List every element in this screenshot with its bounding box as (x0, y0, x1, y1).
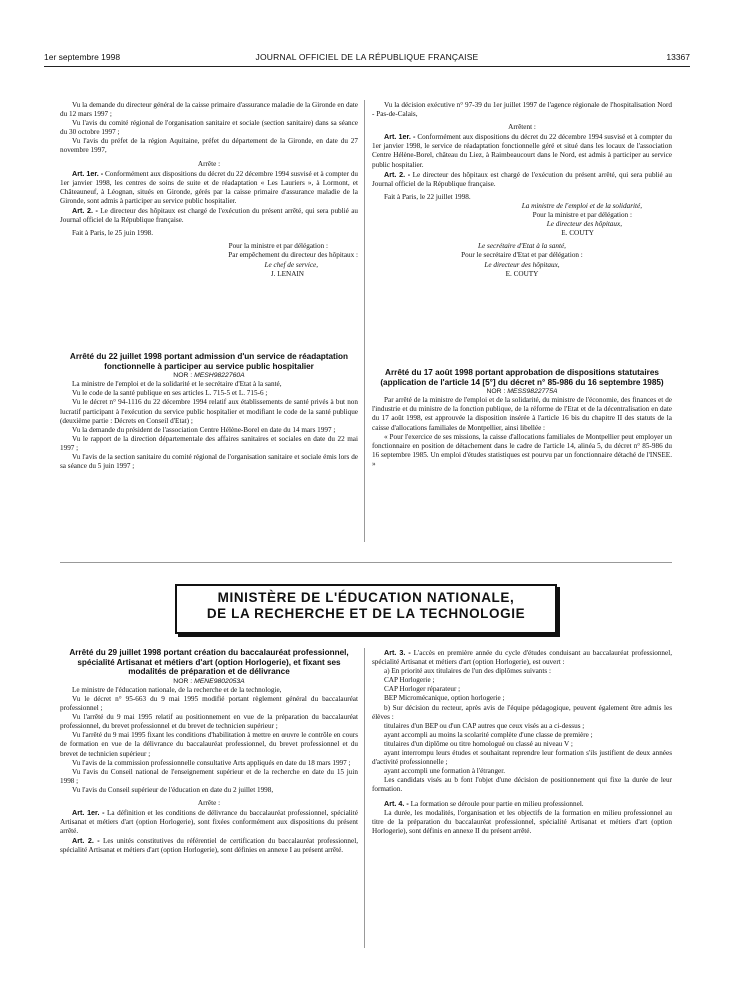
article-2: Art. 2. - Le directeur des hôpitaux est chargé de l'exécution du présent arrêté, qui sera publié au Journal officiel de la République française. (60, 206, 358, 225)
signature-line: Pour la ministre et par délégation : (532, 211, 632, 220)
paragraph: Par arrêté de la ministre de l'emploi et de la solidarité, du ministre de l'économie, des finances et de l'industrie et du ministre de la fonction publique, de la réforme de l'Etat et de la décentralisation en date du 17 août 1998, est approuvée la disposition insérée à l'article 16 bis du chapitre II des statuts de la caisse d'allocations familiales de Montpellier, ainsi libellée : (372, 396, 672, 432)
decree-title: Arrêté du 17 août 1998 portant approbation de dispositions statutaires (application de l'article 14 [5°] du décret n° 85-986 du 16 septembre 1985) (380, 368, 664, 387)
list-item: b) Sur décision du recteur, après avis de l'équipe pédagogique, peuvent également être admis les élèves : (372, 703, 672, 721)
signature-line: Pour la ministre et par délégation : (228, 242, 328, 251)
article-label: Art. 2. - (384, 169, 411, 179)
signature-name: E. COUTY (505, 269, 539, 278)
left-column-middle (60, 352, 358, 471)
paragraph: Vu le rapport de la direction départementale des affaires sanitaires et sociales en date du 22 mai 1997 ; (60, 434, 358, 452)
ministry-title-line2: DE LA RECHERCHE ET DE LA TECHNOLOGIE (206, 606, 526, 621)
paragraph: Vu la demande du directeur général de la caisse primaire d'assurance maladie de la Gironde en date du 12 mars 1997 ; (60, 101, 358, 119)
article-label: Art. 2. - (72, 206, 98, 216)
paragraph: « Pour l'exercice de ses missions, la caisse d'allocations familiales de Montpellier peut employer un fonctionnaire en position de détachement dans le cadre de l'article 14, alinéa 5, du décret n° 85-986 du 16 septembre 1985. Un emploi d'études statistiques est pourvu par un fonctionnaire détaché de l'INSEE. » (372, 432, 672, 468)
header-rule (44, 66, 690, 67)
header-journal-title: JOURNAL OFFICIEL DE LA RÉPUBLIQUE FRANÇAISE (255, 52, 479, 62)
ministry-banner (175, 584, 557, 634)
signature-date: Fait à Paris, le 25 juin 1998. (72, 229, 154, 238)
paragraph: Vu le code de la santé publique en ses articles L. 715-5 et L. 715-6 ; (72, 389, 268, 398)
article-label: Art. 1er. - (384, 132, 416, 142)
list-item: ayant accompli une formation à l'étranger. (384, 767, 506, 776)
arrete-heading: Arrête : (197, 799, 221, 807)
article-label: Art. 2. - (72, 836, 100, 846)
article-3: Art. 3. - L'accès en première année du cycle d'études conduisant au baccalauréat professionnel, spécialité Artisanat et métiers d'art (option Horlogerie), est ouvert : (372, 648, 672, 667)
paragraph: Vu l'avis du préfet de la région Aquitaine, préfet du département de la Gironde, en date du 27 novembre 1997, (60, 137, 358, 155)
left-column-top (60, 101, 358, 279)
article-1: Art. 1er. - La définition et les conditions de délivrance du baccalauréat professionnel, spécialité Artisanat et métiers d'art (option Horlogerie), sont fixées conformément aux dispositions du présent arrêté. (60, 808, 358, 836)
paragraph: Les candidats visés au b font l'objet d'une décision de positionnement qui fixe la durée de leur formation. (372, 776, 672, 794)
right-column-top (372, 101, 672, 279)
signature-line: Le secrétaire d'Etat à la santé, (478, 242, 566, 251)
signature-line: La ministre de l'emploi et de la solidarité, (521, 201, 642, 210)
signature-line: Pour le secrétaire d'Etat et par délégation : (461, 251, 583, 260)
paragraph: Vu l'avis de la commission professionnelle consultative Arts appliqués en date du 18 mars 1997 ; (72, 758, 351, 767)
nor-reference: NOR : MESH9822760A (173, 372, 245, 380)
decree-title: Arrêté du 22 juillet 1998 portant admission d'un service de réadaptation fonctionnelle à participer au service public hospitalier (69, 352, 349, 371)
column-divider-top (364, 100, 365, 542)
decree-title: Arrêté du 29 juillet 1998 portant création du baccalauréat professionnel, spécialité Artisanat et métiers d'art (option Horlogerie), et fixant ses modalités de préparation et de délivrance (69, 648, 349, 677)
list-item: titulaires d'un BEP ou d'un CAP autres que ceux visés au a ci-dessus ; (384, 721, 585, 730)
signature-line: Le chef de service, (264, 260, 318, 269)
article-label: Art. 3. - (384, 648, 411, 657)
column-divider-bottom (364, 648, 365, 948)
list-item: BEP Micromécanique, option horlogerie ; (384, 694, 505, 703)
paragraph: Vu la demande du président de l'association Centre Hélène-Borel en date du 14 mars 1997 ; (72, 425, 336, 434)
paragraph: Vu l'arrêté du 9 mai 1995 relatif au positionnement en vue de la préparation du baccalauréat professionnel, du brevet professionnel et du brevet de technicien supérieur ; (60, 713, 358, 731)
signature-line: Le directeur des hôpitaux, (546, 220, 622, 229)
list-item: CAP Horloger réparateur ; (384, 685, 461, 694)
nor-reference: NOR : MENE9802053A (173, 677, 245, 685)
article-label: Art. 1er. - (72, 168, 104, 178)
paragraph: Vu le décret n° 94-1116 du 22 décembre 1994 relatif aux établissements de santé privés à but non lucratif participant à l'exécution du service public hospitalier et modifiant le code de la santé publique (deuxième partie : Décrets en Conseil d'Etat) ; (60, 398, 358, 425)
section-divider (60, 562, 672, 563)
paragraph: Vu l'arrêté du 9 mai 1995 fixant les conditions d'habilitation à mettre en œuvre le contrôle en cours de formation en vue de la délivrance du baccalauréat professionnel, du brevet professionnel et du brevet de technicien supérieur ; (60, 731, 358, 758)
left-column-bottom (60, 648, 358, 856)
paragraph: Vu l'avis de la section sanitaire du comité régional de l'organisation sanitaire et sociale émis lors de sa séance du 5 juin 1997 ; (60, 453, 358, 471)
signature-date: Fait à Paris, le 22 juillet 1998. (384, 192, 471, 201)
signature-name: J. LENAIN (270, 269, 304, 278)
ministry-title-line1: MINISTÈRE DE L'ÉDUCATION NATIONALE, (217, 590, 515, 605)
paragraph: Le ministre de l'éducation nationale, de la recherche et de la technologie, (72, 685, 282, 694)
header-date: 1er septembre 1998 (44, 52, 121, 62)
list-item: ayant interrompu leurs études et souhaitant reprendre leur formation s'ils justifient de deux années d'activité professionnelle ; (372, 749, 672, 767)
right-column-middle (372, 368, 672, 469)
arrete-heading: Arrête : (197, 159, 221, 168)
article-1: Art. 1er. - Conformément aux dispositions du décret du 22 décembre 1994 susvisé et à compter du 1er janvier 1998, le service de réadaptation fonctionnelle géré et situé dans les locaux de l'association Centre Hélène-Borel, château du Liez, à Raimbeaucourt dans le Nord, est admis à participer au service public hospitalier. (372, 132, 673, 169)
article-2: Art. 2. - Le directeur des hôpitaux est chargé de l'exécution du présent arrêté, qui sera publié au Journal officiel de la République française. (372, 169, 672, 188)
list-item: a) En priorité aux titulaires de l'un des diplômes suivants : (384, 667, 551, 676)
paragraph: Vu l'avis du comité régional de l'organisation sanitaire et sociale (section sanitaire) dans sa séance du 30 octobre 1997 ; (60, 119, 358, 137)
signature-line: Par empêchement du directeur des hôpitaux : (228, 251, 358, 260)
right-column-bottom (372, 648, 672, 836)
article-1: Art. 1er. - Conformément aux dispositions du décret du 22 décembre 1994 susvisé et à compter du 1er janvier 1998, les centres de soins de suite et de réadaptation « Les Lauriers », à Lormont, et Châteauneuf, à Léognan, situés en Gironde, gérés par la caisse primaire d'assurance maladie de la Gironde, sont admis à participer au service public hospitalier. (60, 168, 359, 205)
paragraph: Vu l'avis du Conseil national de l'enseignement supérieur et de la recherche en date du 15 juin 1998 ; (60, 767, 358, 785)
paragraph: Vu l'avis du Conseil supérieur de l'éducation en date du 2 juillet 1998, (72, 785, 274, 794)
paragraph: La ministre de l'emploi et de la solidarité et le secrétaire d'Etat à la santé, (72, 380, 282, 389)
header-page-number: 13367 (666, 52, 690, 62)
list-item: ayant accompli au moins la scolarité complète d'une classe de première ; (384, 730, 593, 739)
article-4: Art. 4. - La formation se déroule pour partie en milieu professionnel. (384, 798, 584, 808)
signature-name: E. COUTY (561, 229, 594, 238)
list-item: CAP Horlogerie ; (384, 676, 435, 685)
paragraph: Vu la décision exécutive n° 97-39 du 1er juillet 1997 de l'agence régionale de l'hospitalisation Nord - Pas-de-Calais, (372, 101, 672, 119)
article-2: Art. 2. - Les unités constitutives du référentiel de certification du baccalauréat professionnel, spécialité Artisanat et métiers d'art (option Horlogerie), sont définies en annexe I au présent arrêté. (60, 836, 358, 855)
paragraph: La durée, les modalités, l'organisation et les objectifs de la formation en milieu professionnel au titre de la préparation du baccalauréat professionnel, spécialité Artisanat et métiers d'art (option Horlogerie), sont définis en annexe II du présent arrêté. (372, 808, 672, 835)
nor-reference: NOR : MESS9822775A (486, 388, 558, 396)
article-label: Art. 4. - (384, 798, 409, 808)
signature-line: Le directeur des hôpitaux, (484, 260, 560, 269)
list-item: titulaires d'un diplôme ou titre homologué ou classé au niveau V ; (384, 739, 573, 748)
article-label: Art. 1er. - (72, 808, 105, 818)
arretent-heading: Arrêtent : (508, 123, 536, 132)
paragraph: Vu le décret n° 95-663 du 9 mai 1995 modifié portant règlement général du baccalauréat professionnel ; (60, 694, 358, 713)
